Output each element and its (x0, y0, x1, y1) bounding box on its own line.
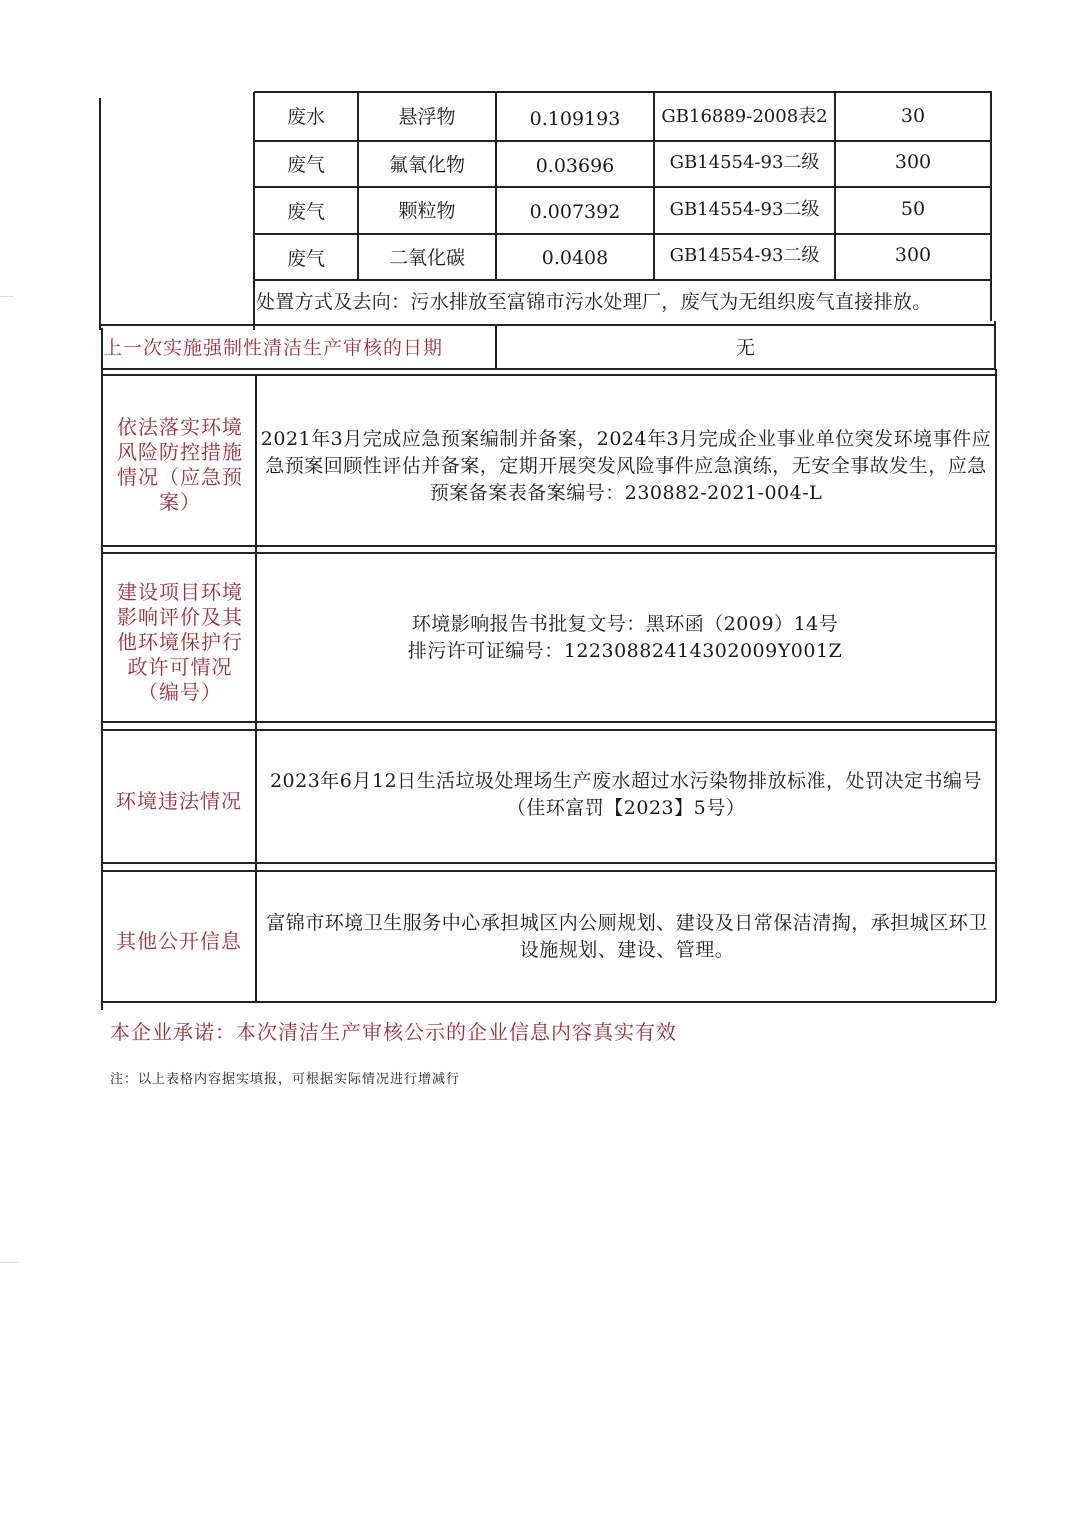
emission-standard: GB14554-93二级 (669, 199, 820, 220)
table-border-right (995, 369, 997, 1001)
scan-mark (0, 1262, 18, 1263)
other-text: 富锦市环境卫生服务中心承担城区内公厕规划、建设及日常保洁清掏，承担城区环卫设施规划、建设、管理。 (266, 912, 988, 961)
violation-label: 环境违法情况 (116, 788, 242, 813)
eia-line1: 环境影响报告书批复文号：黑环函（2009）14号 (411, 612, 839, 635)
table-border-left (99, 98, 101, 330)
emission-limit: 30 (900, 104, 926, 127)
disposal-text: 处置方式及去向：污水排放至富锦市污水处理厂，废气为无组织废气直接排放。 (256, 291, 932, 313)
table-rule (102, 721, 996, 723)
last-audit-label: 上一次实施强制性清洁生产审核的日期 (103, 336, 444, 359)
emission-standard: GB14554-93二级 (669, 245, 820, 266)
risk-text: 2021年3月完成应急预案编制并备案，2024年3月完成企业事业单位突发环境事件应急预案回顾性评估并备案，定期开展突发风险事件应急演练，无安全事故发生，应急预案备案表备案编号：230882-2021-004-L (260, 427, 992, 504)
eia-line2: 排污许可证编号：12230882414302009Y001Z (407, 639, 843, 662)
table-rule (102, 545, 996, 547)
table-rule (102, 552, 996, 554)
table-rule (255, 375, 257, 1002)
emission-limit: 50 (900, 198, 926, 220)
table-rule (102, 729, 996, 731)
emission-amount: 0.03696 (535, 155, 615, 177)
emission-pollutant: 悬浮物 (398, 105, 456, 128)
emission-pollutant: 氟氧化物 (388, 154, 465, 176)
commitment-statement: 本企业承诺：本次清洁生产审核公示的企业信息内容真实有效 (110, 1020, 677, 1044)
emission-limit: 300 (894, 151, 932, 173)
eia-label: 建设项目环境影响评价及其他环境保护行政许可情况（编号） (117, 579, 243, 704)
violation-text: 2023年6月12日生活垃圾处理场生产废水超过水污染物排放标准，处罚决定书编号（佳环富罚【2023】5号） (269, 770, 983, 819)
footer-note: 注：以上表格内容据实填报，可根据实际情况进行增减行 (110, 1072, 461, 1087)
risk-label: 依法落实环境风险防控措施情况（应急预案） (117, 415, 243, 514)
emission-limit: 300 (894, 244, 932, 266)
emission-amount: 0.007392 (529, 201, 621, 223)
emission-pollutant: 二氧化碳 (388, 247, 465, 269)
table-rule (102, 870, 996, 872)
last-audit-value: 无 (735, 337, 755, 359)
table-rule (101, 374, 996, 376)
table-border-left (101, 328, 103, 1010)
table-rule (102, 862, 996, 864)
emission-type: 废气 (286, 248, 325, 270)
emission-standard: GB14554-93二级 (669, 152, 820, 173)
emission-amount: 0.0408 (541, 247, 609, 269)
emission-standard: GB16889-2008表2 (661, 105, 828, 127)
other-label: 其他公开信息 (116, 928, 242, 953)
scan-mark (0, 296, 14, 297)
emission-type: 废气 (286, 154, 325, 176)
emission-pollutant: 颗粒物 (398, 200, 456, 222)
emission-type: 废气 (286, 201, 325, 223)
table-border-right (994, 321, 996, 369)
table-rule (103, 1001, 996, 1003)
emission-amount: 0.109193 (529, 107, 621, 130)
emission-type: 废水 (286, 105, 325, 128)
